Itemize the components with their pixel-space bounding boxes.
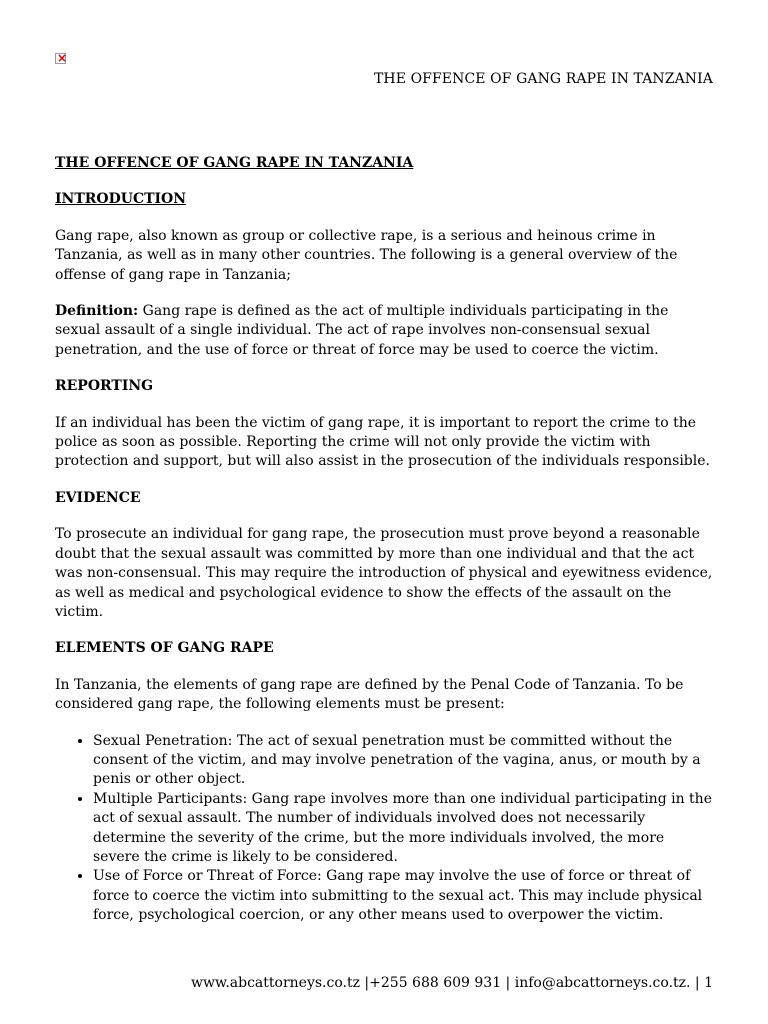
evidence-heading: EVIDENCE xyxy=(55,489,141,506)
list-item: • Sexual Penetration: The act of sexual penetration must be committed without the consent of the victim, and may involve penetration of the vagina, anus, or mouth by a penis or other object. xyxy=(93,732,715,790)
document-title: THE OFFENCE OF GANG RAPE IN TANZANIA xyxy=(55,155,414,171)
definition-label: Definition: xyxy=(55,303,139,320)
running-header: THE OFFENCE OF GANG RAPE IN TANZANIA xyxy=(373,71,713,87)
reporting-heading: REPORTING xyxy=(55,378,154,395)
introduction-paragraph: Gang rape, also known as group or collective rape, is a serious and heinous crime in Tanzania, as well as in many other countries. The following is a general overview of the offense of gang rape in Tanzania; xyxy=(55,227,678,283)
list-item: • Use of Force or Threat of Force: Gang rape may involve the use of force or threat of force to coerce the victim into submitting to the sexual act. This may include physical force, psychological coercion, or any other means used to overpower the victim. xyxy=(93,867,715,925)
reporting-paragraph: If an individual has been the victim of gang rape, it is important to report the crime to the police as soon as possible. Reporting the crime will not only provide the victim with protection and support, but will also assist in the prosecution of the individuals responsible. xyxy=(55,414,710,470)
broken-image-icon xyxy=(55,53,66,64)
elements-paragraph: In Tanzania, the elements of gang rape are defined by the Penal Code of Tanzania. To be considered gang rape, the following elements must be present: xyxy=(55,676,684,713)
definition-text: Gang rape is defined as the act of multiple individuals participating in the sexual assault of a single individual. The act of rape involves non-consensual sexual penetration, and the use of force or threat of force may be used to coerce the victim. xyxy=(55,303,669,358)
page-footer: www.abcattorneys.co.tz |+255 688 609 931 | info@abcattorneys.co.tz. | 1 xyxy=(191,975,713,991)
list-item: • Multiple Participants: Gang rape involves more than one individual participating in the act of sexual assault. The number of individuals involved does not necessarily determine the severity of the crime, but the more individuals involved, the more severe the crime is likely to be considered. xyxy=(93,790,715,868)
introduction-heading: INTRODUCTION xyxy=(55,191,187,208)
definition-paragraph xyxy=(55,302,715,360)
document-body xyxy=(55,154,715,926)
evidence-paragraph: To prosecute an individual for gang rape, the prosecution must prove beyond a reasonable doubt that the sexual assault was committed by more than one individual and that the act was non-consensual. This may require the introduction of physical and eyewitness evidence, as well as medical and psychological evidence to show the effects of the assault on the victim. xyxy=(55,526,713,620)
elements-heading: ELEMENTS OF GANG RAPE xyxy=(55,640,274,657)
elements-list xyxy=(55,732,715,926)
